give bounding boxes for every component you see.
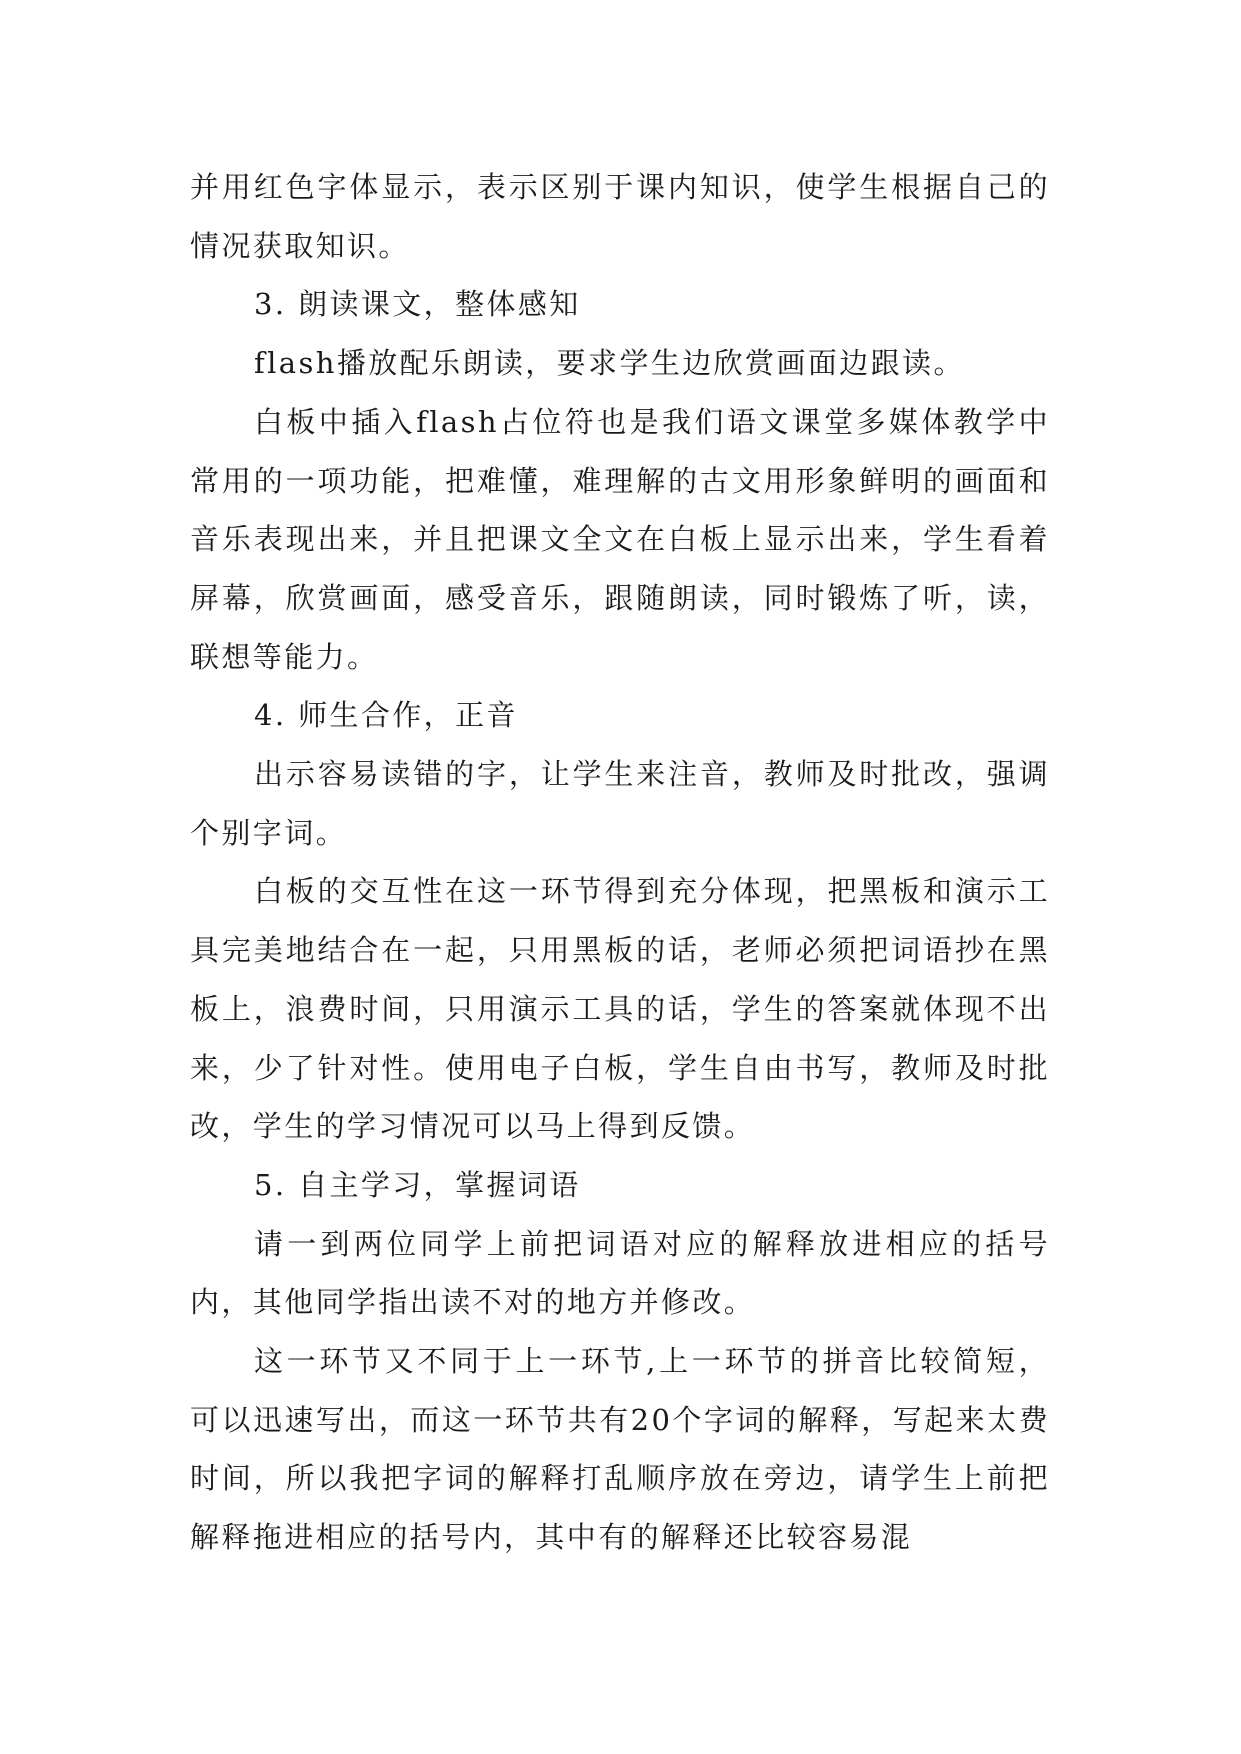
paragraph-flash-placeholder: 白板中插入flash占位符也是我们语文课堂多媒体教学中常用的一项功能，把难懂，难理解的古文用形象鲜明的画面和音乐表现出来，并且把课文全文在白板上显示出来，学生看着屏幕，欣赏画面，感受音乐，跟随朗读，同时锻炼了听，读，联想等能力。: [190, 404, 1050, 674]
paragraph-pronunciation: 出示容易读错的字，让学生来注音，教师及时批改，强调个别字词。: [190, 757, 1050, 850]
section-heading-4: 4. 师生合作，正音: [254, 698, 518, 733]
paragraph-flash-reading: flash播放配乐朗读，要求学生边欣赏画面边跟读。: [254, 346, 965, 381]
paragraph-self-study: 请一到两位同学上前把词语对应的解释放进相应的括号内，其他同学指出读不对的地方并修改。: [190, 1226, 1050, 1320]
section-heading-3: 3. 朗读课文，整体感知: [254, 287, 581, 322]
paragraph-drag-explanations: 这一环节又不同于上一环节,上一环节的拼音比较简短，可以迅速写出，而这一环节共有20个字词的解释，写起来太费时间，所以我把字词的解释打乱顺序放在旁边，请学生上前把解释拖进相应的括号内，其中有的解释还比较容易混: [190, 1344, 1050, 1555]
paragraph-whiteboard-interaction: 白板的交互性在这一环节得到充分体现，把黑板和演示工具完美地结合在一起，只用黑板的话，老师必须把词语抄在黑板上，浪费时间，只用演示工具的话，学生的答案就体现不出来，少了针对性。使用电子白板，学生自由书写，教师及时批改，学生的学习情况可以马上得到反馈。: [190, 874, 1050, 1144]
section-heading-5: 5. 自主学习，掌握词语: [254, 1167, 581, 1202]
document-page: [190, 158, 1050, 1567]
paragraph-red-font-note: 并用红色字体显示，表示区别于课内知识，使学生根据自己的情况获取知识。: [190, 170, 1050, 263]
